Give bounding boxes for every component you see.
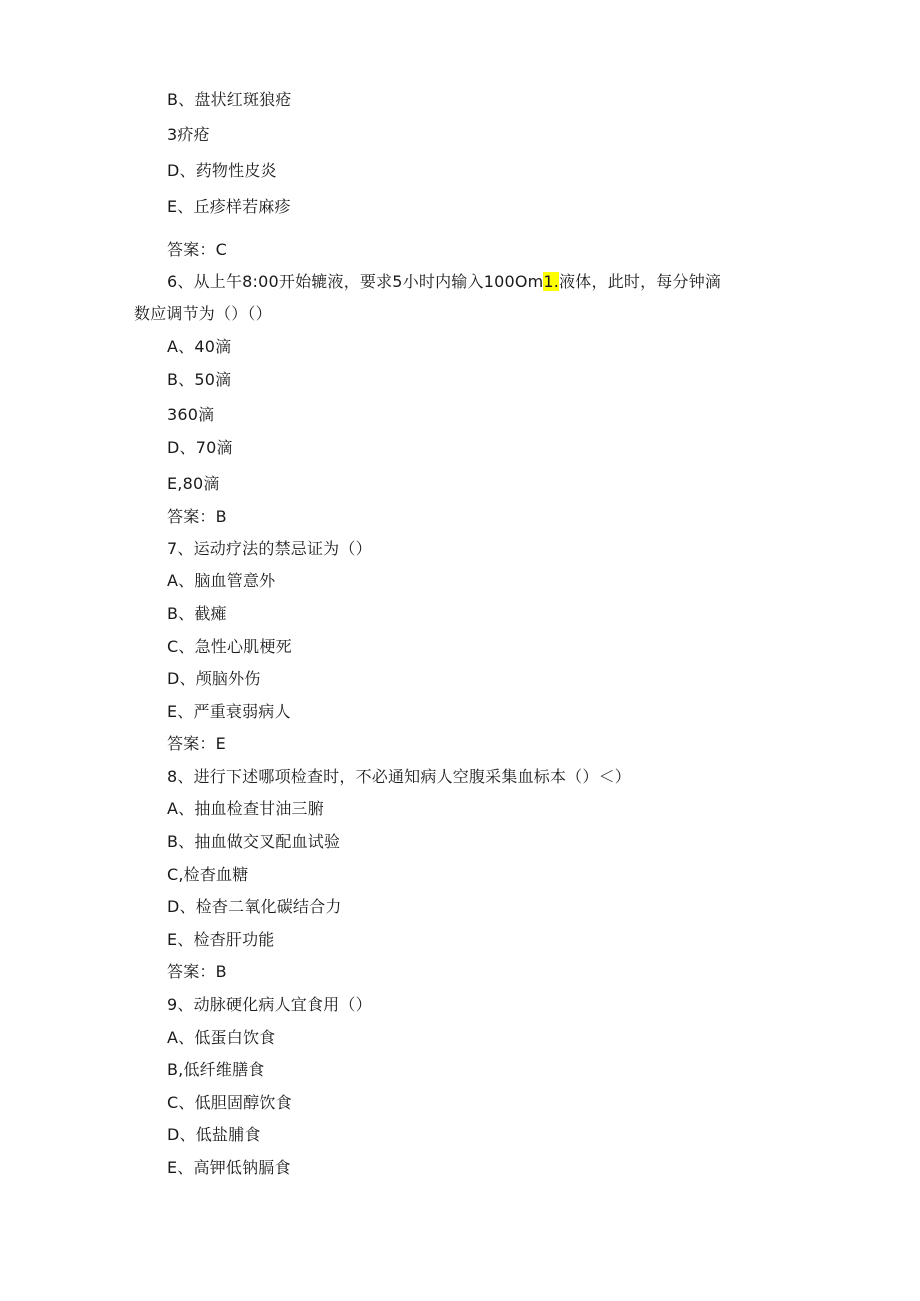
question-6 bbox=[167, 272, 721, 292]
option-d-q8: D、检杳二氧化碳结合力 bbox=[167, 897, 342, 916]
option-e-q5: E、丘疹样若麻疹 bbox=[167, 197, 291, 216]
option-a-q9: A、低蛋白饮食 bbox=[167, 1028, 276, 1047]
option-c-q8: C,检杳血糖 bbox=[167, 865, 249, 884]
option-c-q6: 360滴 bbox=[167, 405, 215, 424]
option-a-q7: A、脑血管意外 bbox=[167, 571, 276, 590]
option-e-q8: E、检杳肝功能 bbox=[167, 930, 275, 949]
question-8: 8、进行下述哪项检查时，不必通知病人空腹采集血标本（）＜） bbox=[167, 767, 631, 786]
option-d-q9: D、低盐脯食 bbox=[167, 1125, 261, 1144]
question-9: 9、动脉硬化病人宜食用（） bbox=[167, 995, 372, 1014]
answer-q7: 答案：E bbox=[167, 734, 226, 753]
question-6-text: 6、从上午8:00开始辘液，要求5小时内输入100Om bbox=[167, 272, 544, 291]
option-d-q7: D、颅脑外伤 bbox=[167, 669, 261, 688]
answer-q5: 答案：C bbox=[167, 240, 227, 259]
option-a-q8: A、抽血检查甘油三腑 bbox=[167, 799, 324, 818]
question-7: 7、运动疗法的禁忌证为（） bbox=[167, 539, 372, 558]
option-d-q5: D、药物性皮炎 bbox=[167, 161, 277, 180]
option-b-q9: B,低纤维膳食 bbox=[167, 1060, 265, 1079]
answer-q6: 答案：B bbox=[167, 507, 227, 526]
option-b-q5: B、盘状红斑狼疮 bbox=[167, 90, 292, 109]
option-a-q6: A、40滴 bbox=[167, 337, 232, 356]
answer-q8: 答案：B bbox=[167, 962, 227, 981]
option-c-q9: C、低胆固醇饮食 bbox=[167, 1093, 292, 1112]
option-b-q6: B、50滴 bbox=[167, 370, 232, 389]
question-6-continued: 数应调节为（）（） bbox=[134, 304, 272, 323]
option-c-q5: 3疥疮 bbox=[167, 125, 210, 144]
question-6-text-end: 液体，此时，每分钟滴 bbox=[559, 272, 722, 291]
option-b-q8: B、抽血做交叉配血试验 bbox=[167, 832, 341, 851]
highlighted-text: 1. bbox=[543, 272, 560, 291]
option-b-q7: B、截瘫 bbox=[167, 604, 227, 623]
option-e-q9: E、高钾低钠膈食 bbox=[167, 1158, 291, 1177]
option-e-q7: E、严重衰弱病人 bbox=[167, 702, 291, 721]
option-c-q7: C、急性心肌梗死 bbox=[167, 637, 292, 656]
option-e-q6: E,80滴 bbox=[167, 474, 220, 493]
option-d-q6: D、70滴 bbox=[167, 438, 233, 457]
